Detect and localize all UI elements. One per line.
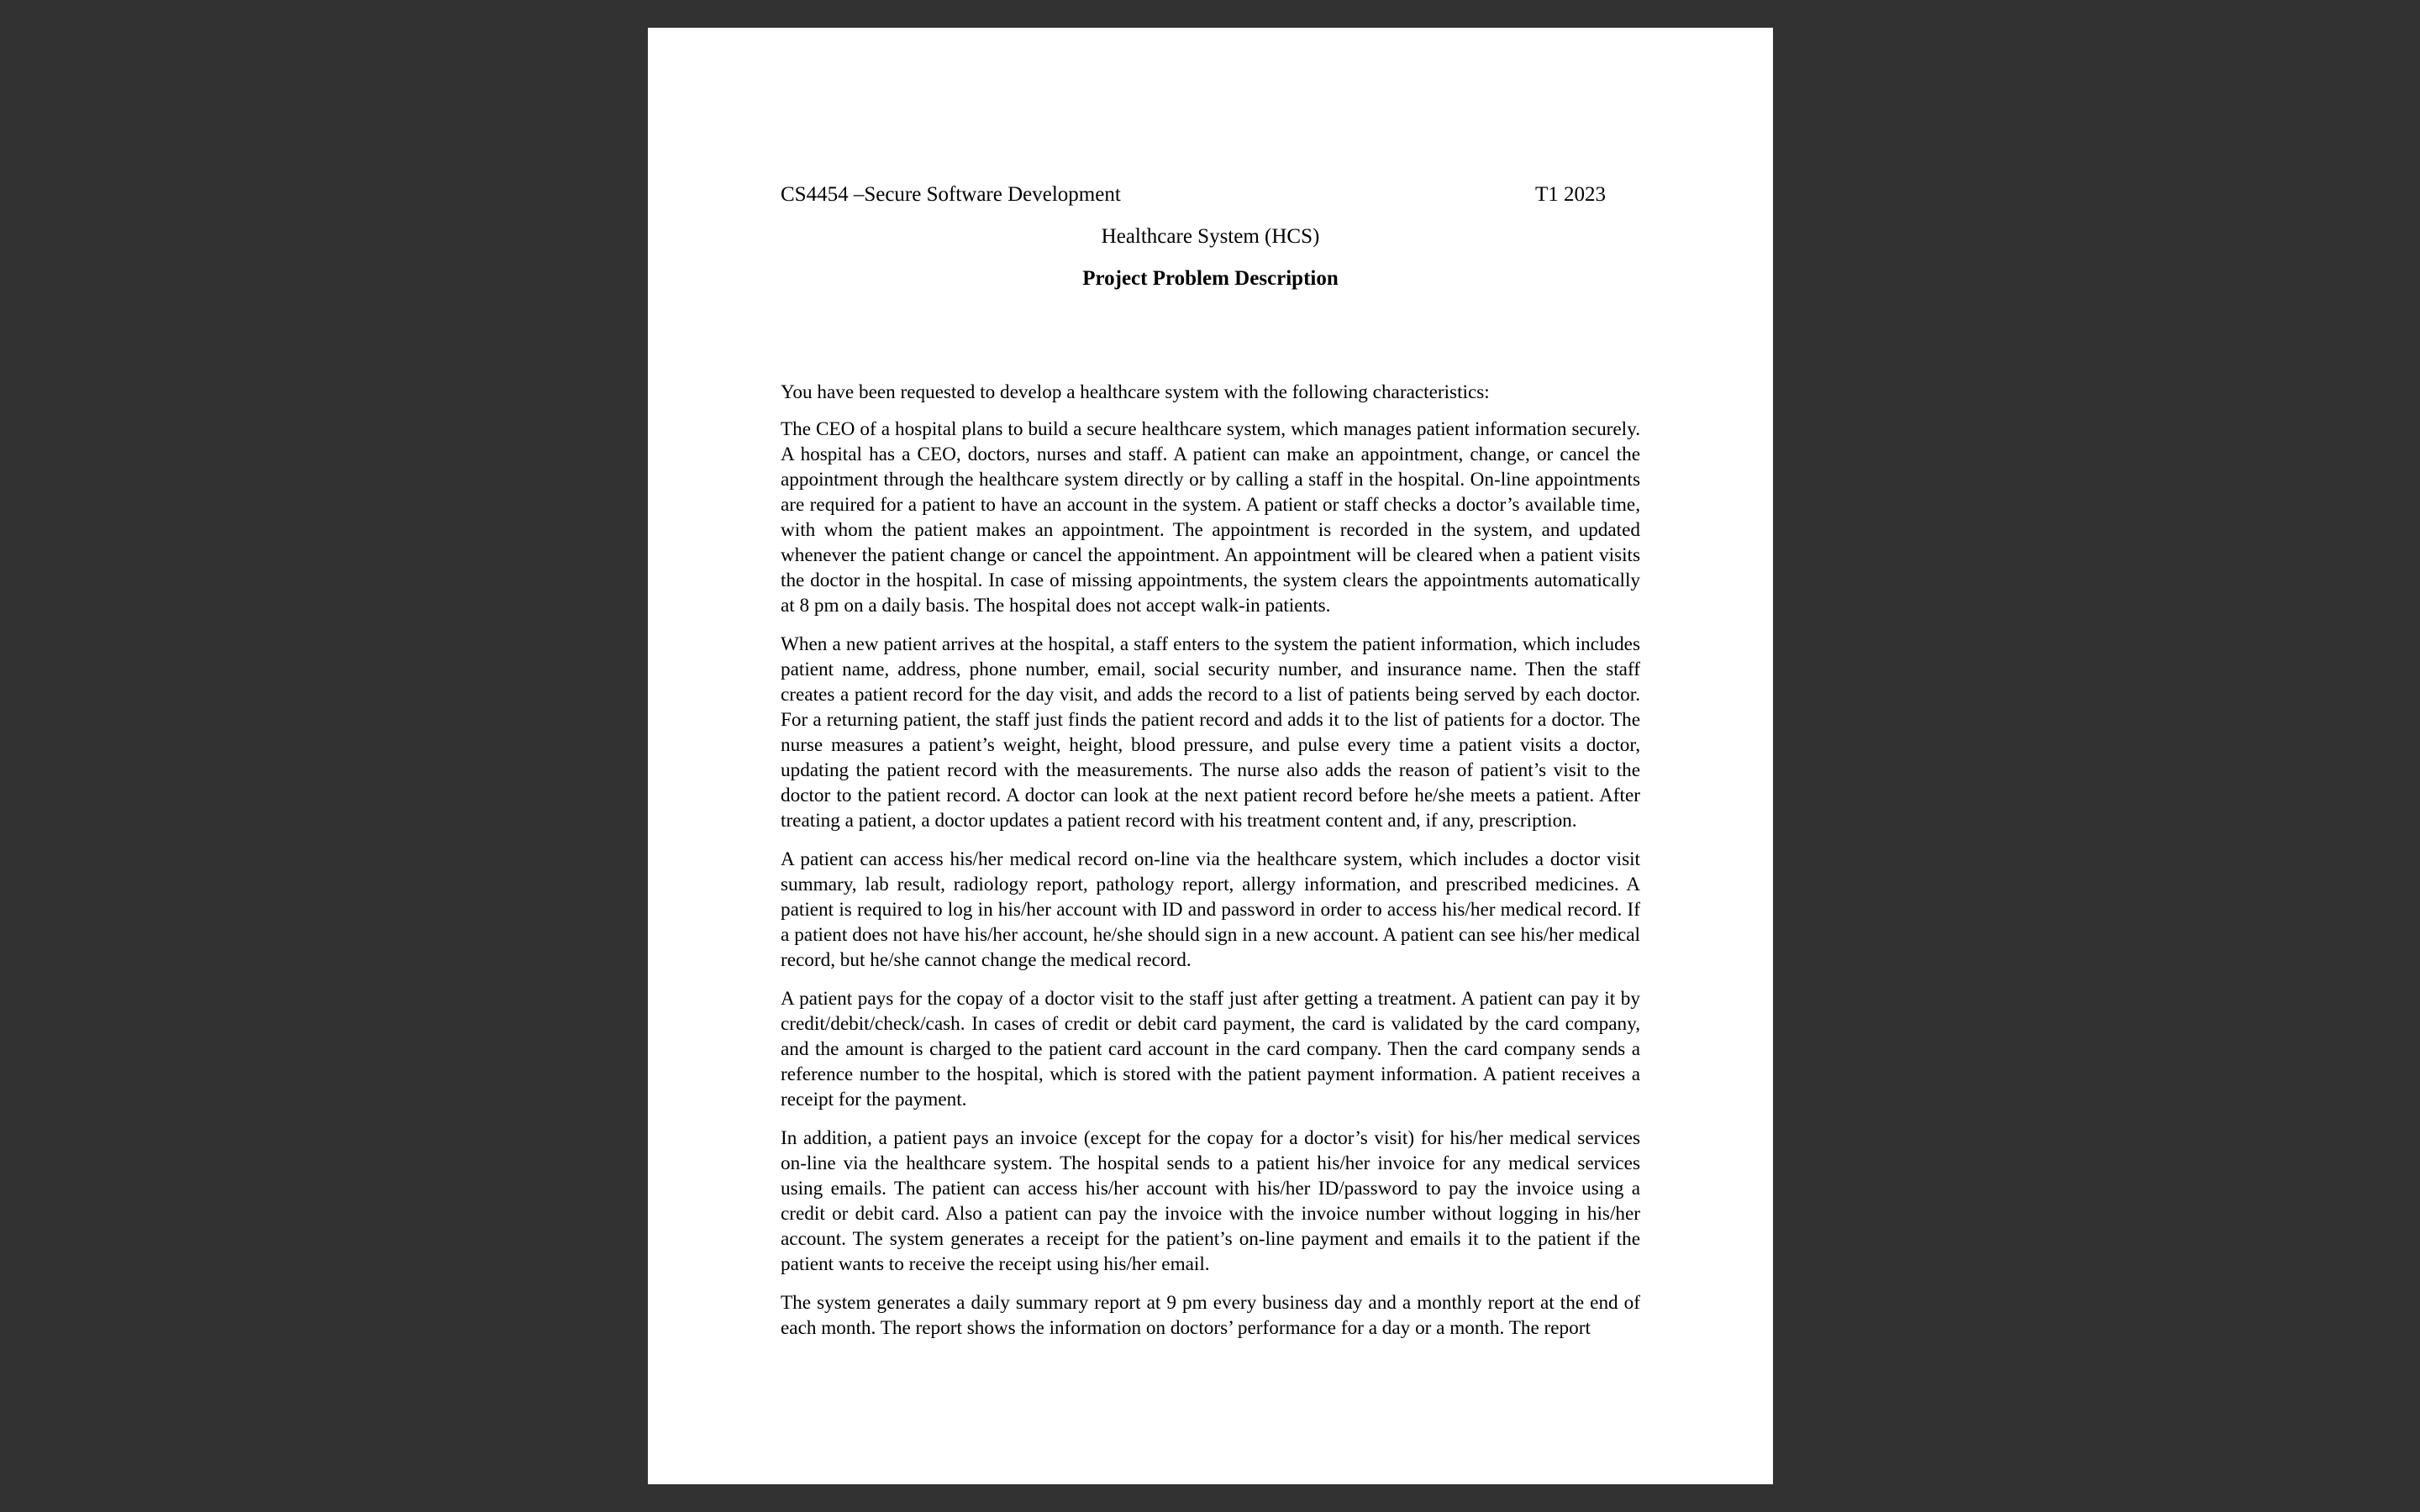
paragraph: The system generates a daily summary report at 9 pm every business day and a monthly report at the end of each month. The report shows the information on doctors’ performance for a day or a month. The report [781, 1292, 1640, 1339]
paragraph: A patient pays for the copay of a doctor visit to the staff just after getting a treatment. A patient can pay it by credit/debit/check/cash. In cases of credit or debit card payment, the card is validated by the card company, and the amount is charged to the patient card account in the card company. Then the card company sends a reference number to the hospital, which is stored with the patient payment information. A patient receives a receipt for the payment. [781, 988, 1640, 1110]
document-page [648, 28, 1773, 1484]
course-name: CS4454 –Secure Software Development [781, 183, 1121, 206]
paragraph: The CEO of a hospital plans to build a secure healthcare system, which manages patient information securely. A hospital has a CEO, doctors, nurses and staff. A patient can make an appointment, change, or cancel the appointment through the healthcare system directly or by calling a staff in the hospital. On-line appointments are required for a patient to have an account in the system. A patient or staff checks a doctor’s available time, with whom the patient makes an appointment. The appointment is recorded in the system, and updated whenever the patient change or cancel the appointment. An appointment will be cleared when a patient visits the doctor in the hospital. In case of missing appointments, the system clears the appointments automatically at 8 pm on a daily basis. The hospital does not accept walk-in patients. [781, 418, 1640, 617]
term-label: T1 2023 [1534, 183, 1606, 206]
document-title: Project Problem Description [1082, 267, 1339, 290]
paragraph: A patient can access his/her medical record on-line via the healthcare system, which includes a doctor visit summary, lab result, radiology report, pathology report, allergy information, and prescribed medicines. A patient is required to log in his/her account with ID and password in order to access his/her medical record. If a patient does not have his/her account, he/she should sign in a new account. A patient can see his/her medical record, but he/she cannot change the medical record. [781, 848, 1640, 971]
document-subtitle: Healthcare System (HCS) [1101, 225, 1320, 248]
document-body [781, 380, 1640, 1354]
paragraph-intro: You have been requested to develop a healthcare system with the following characteristics: [781, 381, 1490, 403]
paragraph: When a new patient arrives at the hospital, a staff enters to the system the patient information, which includes patient name, address, phone number, email, social security number, and insurance name. Then the staff creates a patient record for the day visit, and adds the record to a list of patients being served by each doctor. For a returning patient, the staff just finds the patient record and adds it to the list of patients for a doctor. The nurse measures a patient’s weight, height, blood pressure, and pulse every time a patient visits a doctor, updating the patient record with the measurements. The nurse also adds the reason of patient’s visit to the doctor to the patient record. A doctor can look at the next patient record before he/she meets a patient. After treating a patient, a doctor updates a patient record with his treatment content and, if any, prescription. [781, 633, 1640, 832]
page-header [781, 182, 1606, 209]
paragraph: In addition, a patient pays an invoice (except for the copay for a doctor’s visit) for his/her medical services on-line via the healthcare system. The hospital sends to a patient his/her invoice for any medical services using emails. The patient can access his/her account with his/her ID/password to pay the invoice using a credit or debit card. Also a patient can pay the invoice with the invoice number without logging in his/her account. The system generates a receipt for the patient’s on-line payment and emails it to the patient if the patient wants to receive the receipt using his/her email. [781, 1127, 1640, 1275]
